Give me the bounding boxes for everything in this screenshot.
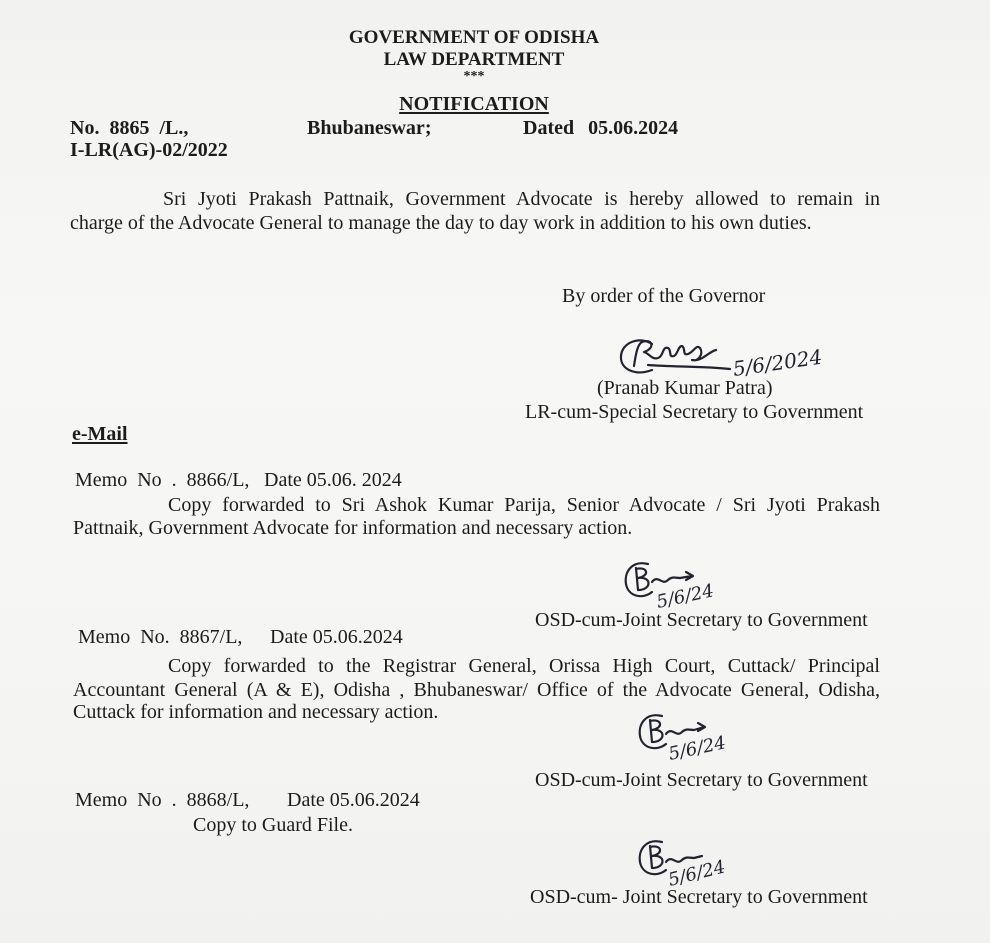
memo-body-line: Copy to Guard File.	[193, 814, 353, 836]
signatory-name: (Pranab Kumar Patra)	[597, 377, 773, 399]
notification-place: Bhubaneswar;	[307, 117, 432, 139]
memo-date: Date 05.06. 2024	[264, 469, 402, 491]
signature-script-stroke	[634, 341, 716, 366]
signature-date: 5/6/24	[666, 732, 728, 765]
notification-number: No. 8865 /L.,	[70, 117, 189, 139]
email-label: e-Mail	[72, 423, 128, 445]
signatory-designation: OSD-cum-Joint Secretary to Government	[535, 769, 868, 791]
signature-underline-stroke	[648, 365, 730, 369]
memo-body-line: Pattnaik, Government Advocate for information and necessary action.	[73, 517, 633, 539]
signature-date: 5/6/2024	[731, 344, 824, 381]
department-heading: LAW DEPARTMENT	[383, 49, 565, 70]
signatory-designation: LR-cum-Special Secretary to Government	[525, 401, 864, 423]
memo-body-line: Accountant General (A & E), Odisha , Bhubaneswar/ Office of the Advocate General, Odisha,	[73, 679, 880, 701]
signature-arrow-stroke	[652, 572, 693, 582]
memo-number: Memo No. 8867/L,	[78, 626, 243, 648]
memo-body-line: Copy forwarded to Sri Ashok Kumar Parija, Senior Advocate / Sri Jyoti Prakash	[168, 494, 880, 516]
notification-body-line: charge of the Advocate General to manage the day to day work in addition to his own duties.	[70, 212, 812, 234]
file-reference: I-LR(AG)-02/2022	[70, 139, 228, 161]
authority-line: By order of the Governor	[562, 285, 766, 307]
signature-initial-stroke	[650, 720, 663, 742]
signature-arrow-stroke	[666, 856, 702, 862]
signature-date: 5/6/24	[654, 580, 716, 613]
signatory-designation: OSD-cum- Joint Secretary to Government	[530, 886, 868, 908]
signature-initial-stroke	[636, 568, 649, 590]
signature-osd	[636, 710, 760, 766]
government-heading: GOVERNMENT OF ODISHA	[348, 27, 600, 48]
memo-body-line: Cuttack for information and necessary action.	[73, 701, 439, 723]
signature-osd	[622, 558, 746, 614]
signatory-designation: OSD-cum-Joint Secretary to Government	[535, 609, 868, 631]
memo-date: Date 05.06.2024	[270, 626, 403, 648]
notification-title: NOTIFICATION	[399, 93, 549, 115]
memo-number: Memo No . 8866/L,	[75, 469, 250, 491]
memo-date: Date 05.06.2024	[287, 789, 420, 811]
notification-body-line: Sri Jyoti Prakash Pattnaik, Government Advocate is hereby allowed to remain in	[163, 188, 880, 210]
signature-osd	[636, 836, 760, 892]
memo-number: Memo No . 8868/L,	[75, 789, 250, 811]
heading-separator: ***	[463, 69, 485, 84]
signature-initial-stroke	[650, 846, 663, 868]
notification-date: Dated 05.06.2024	[523, 117, 679, 139]
memo-body-line: Copy forwarded to the Registrar General, Orissa High Court, Cuttack/ Principal	[168, 655, 880, 677]
signature-arrow-stroke	[666, 723, 705, 734]
signature-date: 5/6/24	[666, 856, 728, 891]
